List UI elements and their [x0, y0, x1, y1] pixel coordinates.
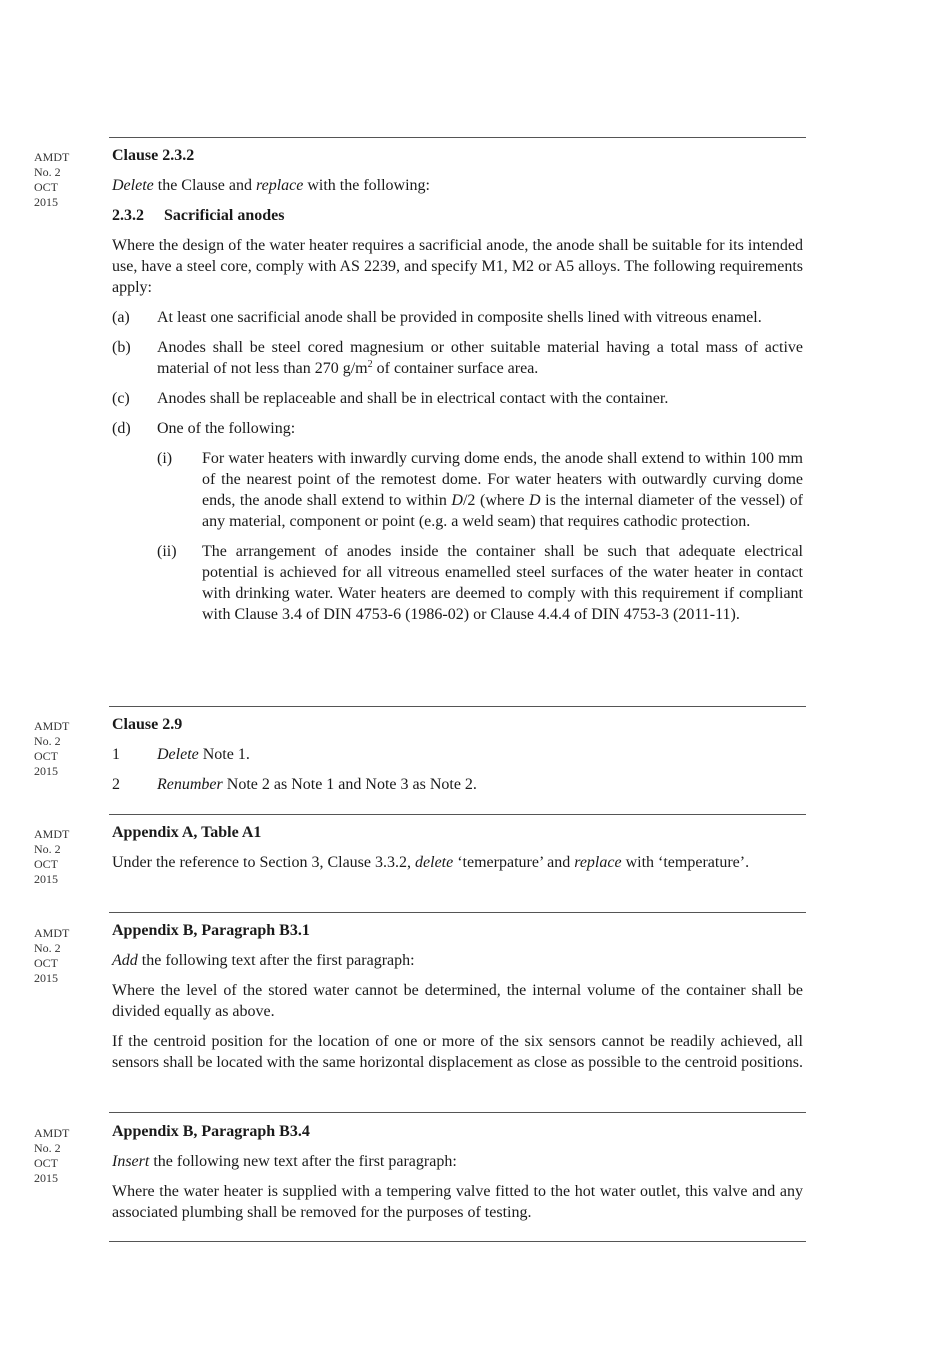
- section-heading: Clause 2.3.2: [112, 147, 195, 164]
- list-item-a: (a) At least one sacrificial anode shall be provided in composite shells lined with vitreous enamel.: [112, 309, 762, 326]
- section-divider: [109, 1112, 806, 1113]
- amdt-label: AMDT: [34, 1126, 70, 1140]
- numbered-item-2: 2 Renumber Note 2 as Note 1 and Note 3 as Note 2.: [112, 776, 477, 793]
- amdt-number: No. 2: [34, 941, 61, 955]
- amdt-number: No. 2: [34, 842, 61, 856]
- section-heading: Appendix B, Paragraph B3.4: [112, 1123, 310, 1140]
- section-heading: Clause 2.9: [112, 716, 183, 733]
- instruction-text: Insert the following new text after the first paragraph:: [112, 1153, 457, 1170]
- list-item-b: (b) Anodes shall be steel cored magnesium or other suitable material having a total mass of active material of not less than 270 $g/m^2$ of container surface area.: [112, 339, 803, 377]
- paragraph: Where the water heater is supplied with a tempering valve fitted to the hot water outlet, this valve and any associated plumbing shall be removed for the purposes of testing.: [112, 1183, 803, 1221]
- amdt-year: 2015: [34, 764, 58, 778]
- instruction-text: Add the following text after the first paragraph:: [112, 952, 415, 969]
- amendment-note: [34, 1126, 94, 1186]
- section-divider: [109, 706, 806, 707]
- amdt-month: OCT: [34, 857, 58, 871]
- amdt-month: OCT: [34, 1156, 58, 1170]
- amdt-number: No. 2: [34, 165, 61, 179]
- amdt-year: 2015: [34, 971, 58, 985]
- numbered-item-1: 1 Delete Note 1.: [112, 746, 250, 763]
- amdt-year: 2015: [34, 195, 58, 209]
- amdt-label: AMDT: [34, 719, 70, 733]
- amendment-note: [34, 827, 94, 887]
- amendment-note: [34, 150, 94, 210]
- amdt-year: 2015: [34, 1171, 58, 1185]
- amdt-label: AMDT: [34, 926, 70, 940]
- amdt-number: No. 2: [34, 1141, 61, 1155]
- amendment-paragraph: Under the reference to Section 3, Clause 3.3.2, delete ‘temerpature’ and replace with ‘temperature’.: [112, 854, 750, 871]
- section-divider: [109, 1241, 806, 1242]
- appendix-a-table-a1-section: [112, 822, 803, 882]
- subclause-heading: 2.3.2 Sacrificial anodes: [112, 207, 285, 224]
- list-item-d-ii: (ii) The arrangement of anodes inside the container shall be such that adequate electrical potential is achieved for all vitreous enamelled steel surfaces of the water heater in contact with drinking water. Water heaters are deemed to comply with this requirement if compliant with Clause 3.4 of DIN 4753-6 (1986-02) or Clause 4.4.4 of DIN 4753-3 (2011-11).: [157, 543, 803, 623]
- clause-2-9-section: [112, 714, 803, 804]
- amendment-note: [34, 719, 94, 779]
- list-item-d: (d) One of the following:: [112, 420, 296, 437]
- section-heading: Appendix A, Table A1: [112, 824, 262, 841]
- instruction-text: Delete the Clause and replace with the following:: [112, 177, 430, 194]
- amendment-note: [34, 926, 94, 986]
- section-heading: Appendix B, Paragraph B3.1: [112, 922, 310, 939]
- list-item-c: (c) Anodes shall be replaceable and shall be in electrical contact with the container.: [112, 390, 669, 407]
- paragraph: Where the level of the stored water cannot be determined, the internal volume of the container shall be divided equally as above.: [112, 982, 803, 1020]
- amdt-label: AMDT: [34, 150, 70, 164]
- amdt-month: OCT: [34, 180, 58, 194]
- amdt-month: OCT: [34, 749, 58, 763]
- amdt-month: OCT: [34, 956, 58, 970]
- section-divider: [109, 814, 806, 815]
- amdt-year: 2015: [34, 872, 58, 886]
- appendix-b-b3-1-section: [112, 920, 803, 1082]
- section-divider: [109, 137, 806, 138]
- clause-2-3-2-section: [112, 145, 803, 634]
- paragraph: If the centroid position for the location of one or more of the six sensors cannot be readily achieved, all sensors shall be located with the same horizontal displacement as close as possible to the centroid positions.: [112, 1033, 803, 1071]
- intro-paragraph: Where the design of the water heater requires a sacrificial anode, the anode shall be suitable for its intended use, have a steel core, comply with AS 2239, and specify M1, M2 or A5 alloys. The following requirements apply:: [112, 237, 803, 296]
- list-item-d-i: (i) For water heaters with inwardly curving dome ends, the anode shall extend to within 100 mm of the nearest point of the remotest dome. For water heaters with outwardly curving dome ends, the anode shall extend to within D/2 (where D is the internal diameter of the vessel) of any material, component or point (e.g. a weld seam) that requires cathodic protection.: [157, 450, 804, 530]
- amdt-number: No. 2: [34, 734, 61, 748]
- amdt-label: AMDT: [34, 827, 70, 841]
- section-divider: [109, 912, 806, 913]
- appendix-b-b3-4-section: [112, 1121, 803, 1232]
